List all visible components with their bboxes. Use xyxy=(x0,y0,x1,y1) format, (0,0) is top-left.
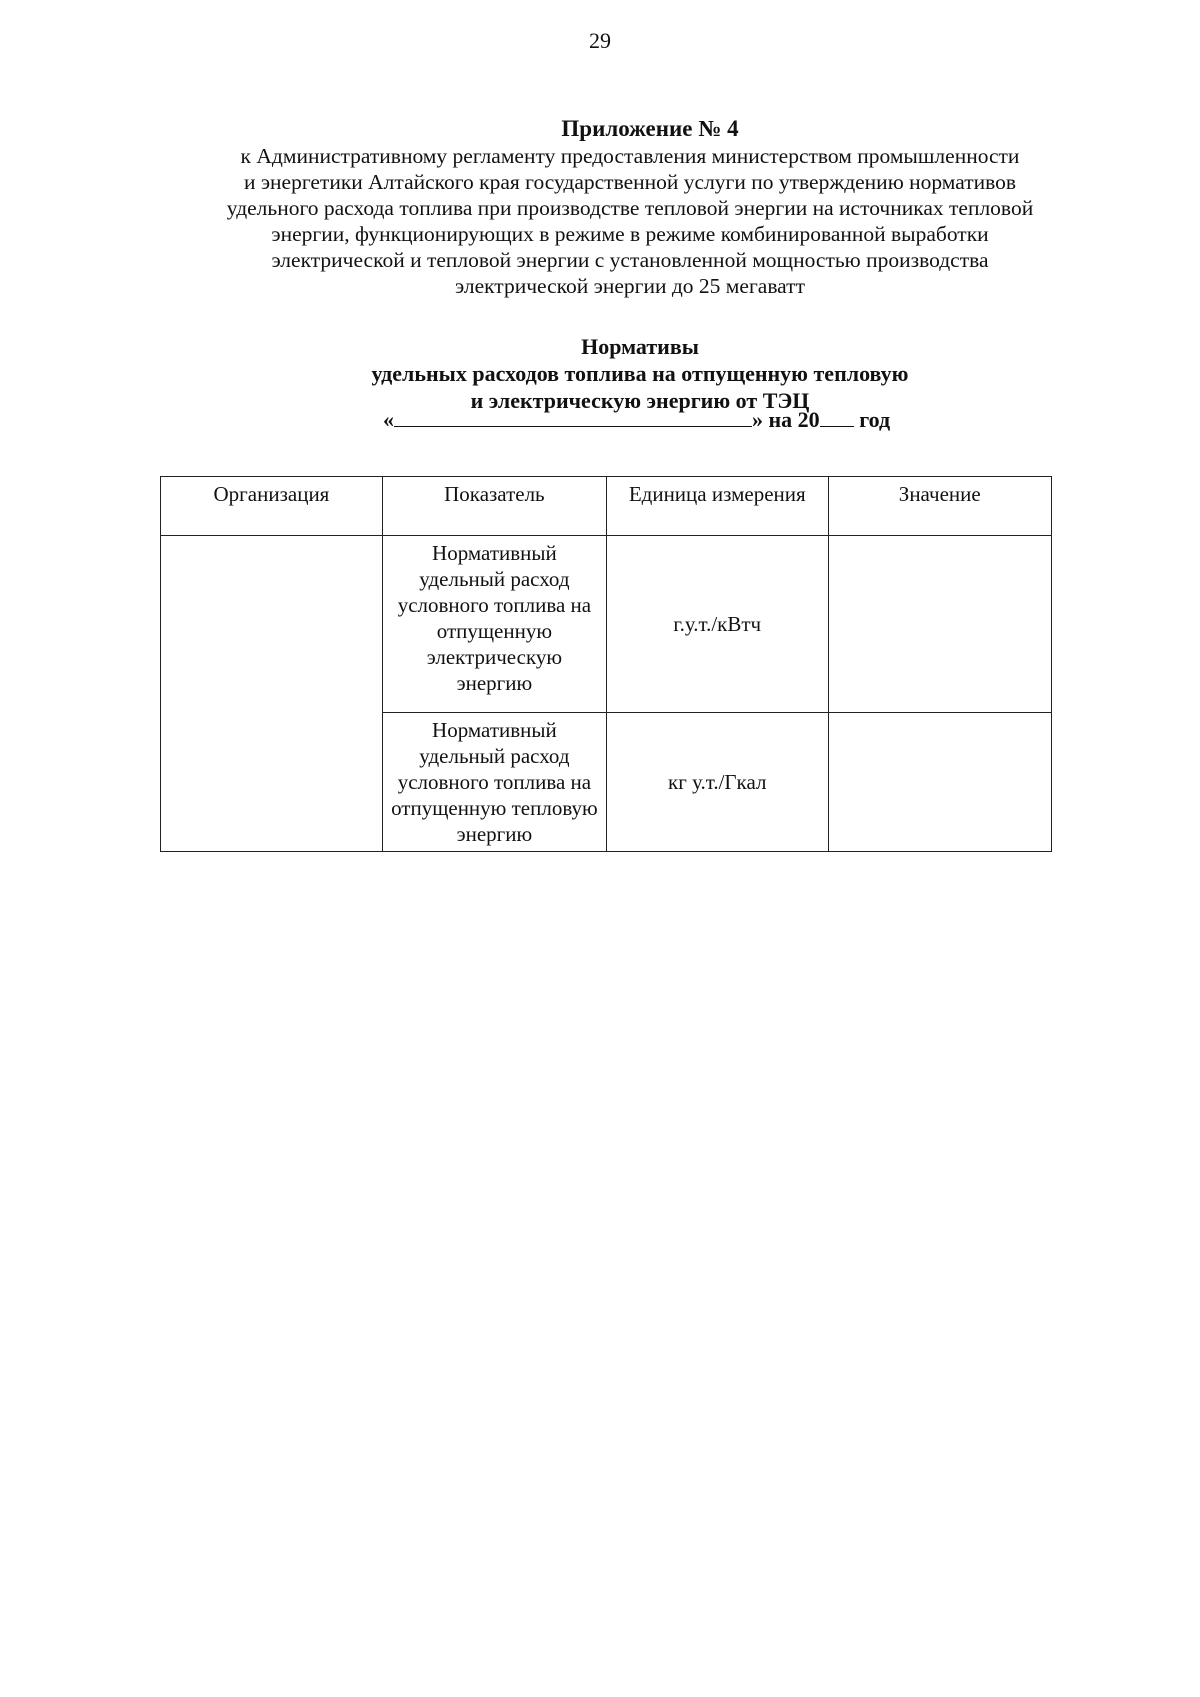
table-row xyxy=(161,536,1052,713)
year-word: год xyxy=(859,407,891,432)
appendix-line: к Административному регламенту предоставления министерством промышленности xyxy=(240,144,1020,168)
station-name-line xyxy=(383,406,903,433)
norms-subtitle-line: удельных расходов топлива на отпущенную тепловую xyxy=(371,361,909,386)
header-indicator: Показатель xyxy=(382,477,606,536)
norms-heading xyxy=(360,333,920,414)
table-header-row xyxy=(161,477,1052,536)
page-number: 29 xyxy=(589,28,611,53)
norms-title: Нормативы xyxy=(581,334,699,359)
header-organization: Организация xyxy=(161,477,383,536)
appendix-line: электрической энергии до 25 мегаватт xyxy=(455,274,805,298)
norms-subtitle-line: и электрическую энергию от ТЭЦ xyxy=(470,388,810,413)
indicator-cell: Нормативный удельный расход условного топлива на отпущенную тепловую энергию xyxy=(382,713,606,852)
header-value: Значение xyxy=(828,477,1051,536)
unit-cell: г.у.т./кВтч xyxy=(606,536,828,713)
value-cell xyxy=(828,713,1051,852)
appendix-line: энергии, функционирующих в режиме в режиме комбинированной выработки xyxy=(271,222,989,246)
value-cell xyxy=(828,536,1051,713)
indicator-cell: Нормативный удельный расход условного топлива на отпущенную электрическую энергию xyxy=(382,536,606,713)
station-name-blank xyxy=(394,406,752,427)
appendix-line: и энергетики Алтайского края государственной услуги по утверждению нормативов xyxy=(243,170,1017,194)
year-blank xyxy=(820,406,854,427)
unit-cell: кг у.т./Гкал xyxy=(606,713,828,852)
quote-close-year-prefix: » на 20 xyxy=(752,407,820,432)
norms-table xyxy=(160,476,1052,852)
quote-open: « xyxy=(383,407,394,432)
organization-cell xyxy=(161,536,383,852)
header-unit: Единица измерения xyxy=(606,477,828,536)
appendix-line: электрической и тепловой энергии с установленной мощностью производства xyxy=(271,248,989,272)
appendix-title: Приложение № 4 xyxy=(561,116,739,141)
appendix-description xyxy=(180,143,1080,299)
appendix-line: удельного расхода топлива при производстве тепловой энергии на источниках тепловой xyxy=(226,196,1034,220)
